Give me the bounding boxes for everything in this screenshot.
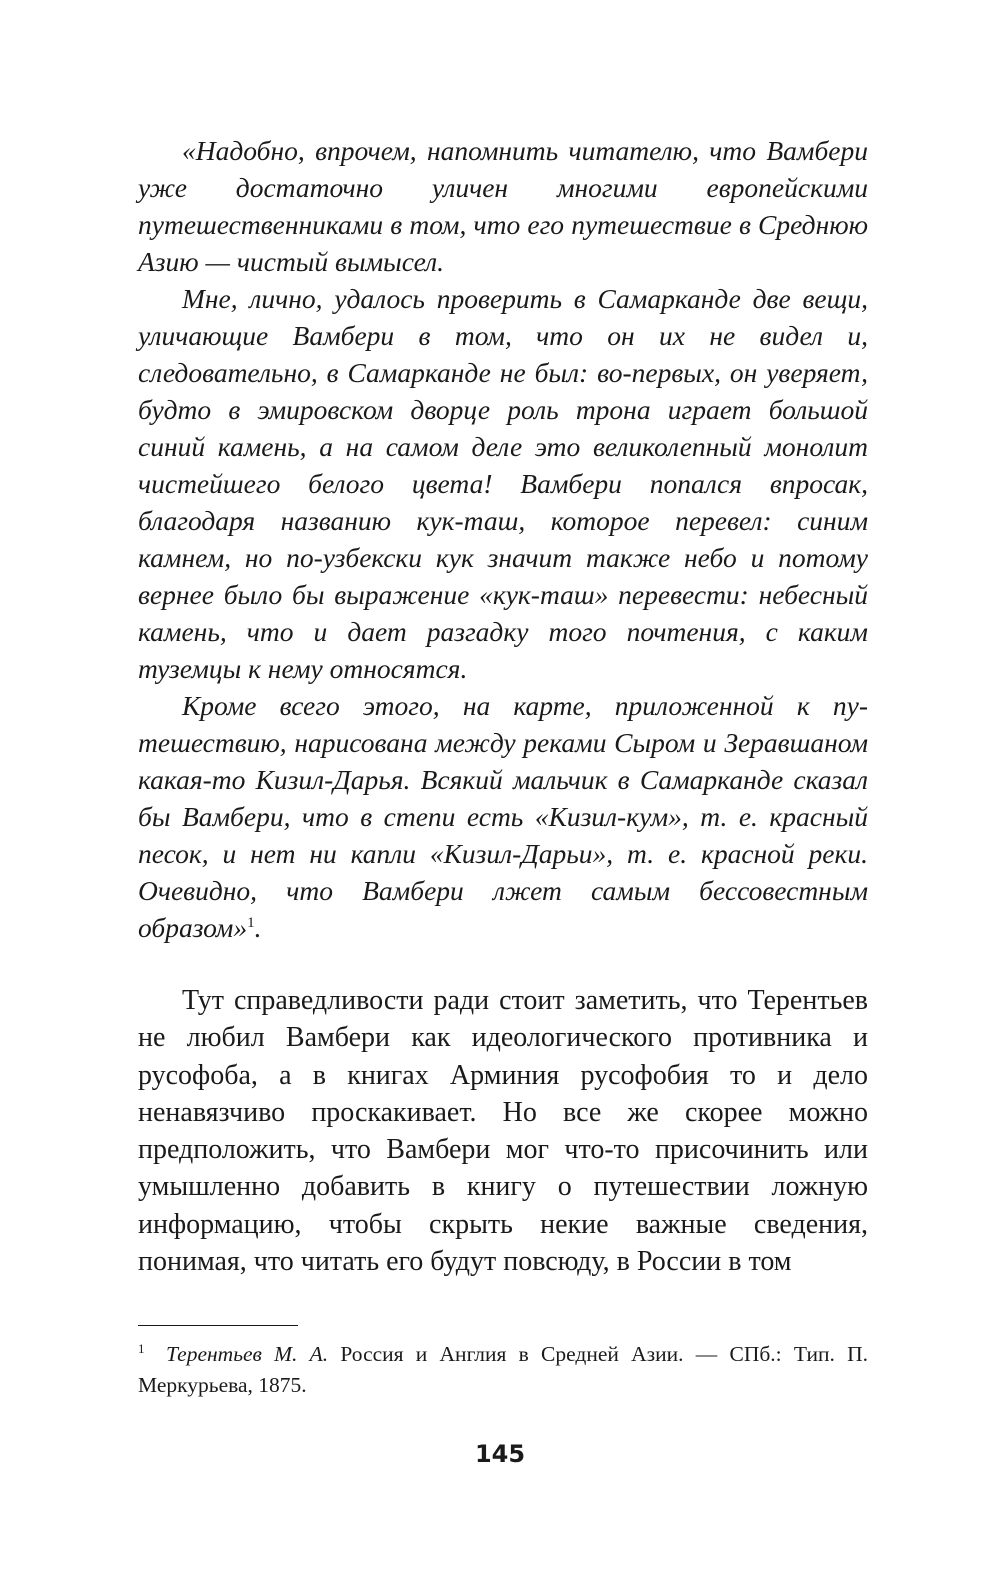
quote-closing-punctuation: . xyxy=(254,912,262,943)
body-text xyxy=(138,982,868,1280)
footnote-divider xyxy=(138,1325,298,1326)
footnote-reference[interactable]: 1 xyxy=(247,914,255,931)
quote-paragraph-2: Мне, лично, удалось проверить в Самарканде две вещи, уличающие Вамбери в том, что он их не видел и, следовательно, в Самарканде не был: во-первых, он уверяет, будто в эмировском дворце роль трона играет большой синий камень, а на самом деле это великолепный монолит чистейшего белого цвета! Вамбери попался впросак, благодаря названию кук-таш, которое перевел: синим камнем, но по-узбекски кук значит также небо и потому вернее было бы выражение «кук-таш» перевести: небесный камень, что и дает разгадку того почтения, с каким туземцы к нему относятся. xyxy=(138,283,868,684)
footnote-mark: 1 xyxy=(138,1341,145,1356)
page-number: 145 xyxy=(474,1440,526,1468)
quote-paragraph-1: «Надобно, впрочем, напомнить читателю, что Вамбери уже достаточно уличен многими европейскими путешественниками в том, что его путешествие в Среднюю Азию — чистый вымысел. xyxy=(138,135,868,277)
quote-paragraph-3 xyxy=(138,687,868,946)
footnote xyxy=(138,1333,868,1401)
block-quote xyxy=(138,132,868,946)
footnote-text: Россия и Англия в Средней Азии. — СПб.: Тип. П. Меркурьева, 1875. xyxy=(138,1342,868,1397)
quote-paragraph-3-text: Кроме всего этого, на карте, приложенной к путешествию, нарисована между реками Сыром и Зеравшаном какая-то Кизил-Дарья. Всякий мальчик в Самарканде сказал бы Вамбери, что в степи есть «Кизил-кум», т. е. красный песок, и нет ни капли «Кизил-Дарьи», т. е. красной реки. Очевидно, что Вамбери лжет самым бессовестным образом» xyxy=(138,690,868,943)
page-content xyxy=(138,132,868,1280)
body-paragraph: Тут справедливости ради стоит заметить, что Терентьев не любил Вамбери как идеологического противника и русофоба, а в книгах Арминия русофобия то и дело ненавязчиво проскакивает. Но все же скорее можно предположить, что Вамбери мог что-то присочинить или умышленно добавить в книгу о путешествии ложную информацию, чтобы скрыть некие важные сведения, понимая, что читать его будут повсюду, в России в том xyxy=(138,985,868,1278)
footnote-author: Терентьев М. А. xyxy=(166,1342,329,1366)
